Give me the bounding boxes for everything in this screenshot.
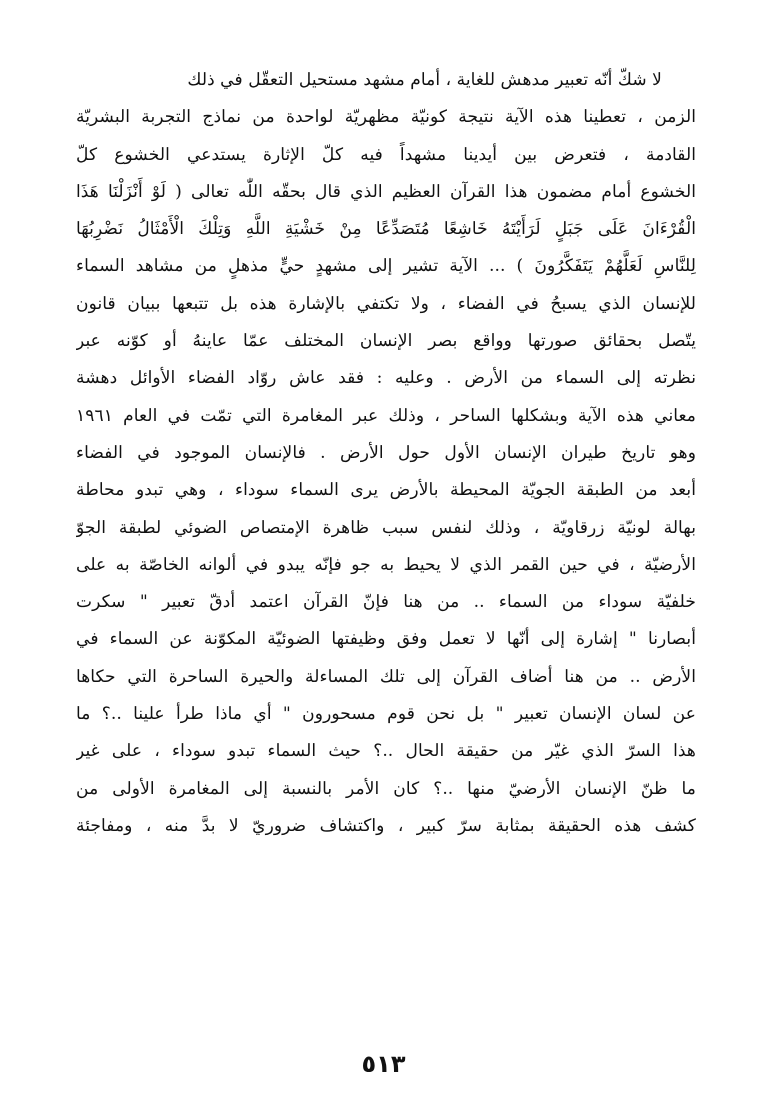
text-line: يتّصل بحقائق صورتها وواقع بصر الإنسان المختلف عمّا عاينهُ أو كوّنه عبر [76,331,696,352]
text-line: أبعد من الطبقة الجويّة المحيطة بالأرض يرى السماء سوداء ، وهي تبدو محاطة [76,480,696,501]
text-line: الْقُرْءَانَ عَلَى جَبَلٍ لَرَأَيْتَهُ خَاشِعًا مُتَصَدِّعًا مِنْ خَشْيَةِ اللَّهِ وَتِلْكَ الْأَمْثَالُ نَضْرِبُهَا [76,219,696,240]
text-line: أبصارنا " إشارة إلى أنّها لا تعمل وفق وظيفتها الضوئيّة المكوّنة عن السماء في [76,629,696,650]
text-line: كشف هذه الحقيقة بمثابة سرّ كبير ، واكتشاف ضروريّ لا بدَّ منه ، ومفاجئة [76,815,696,836]
text-line: القادمة ، فتعرض بين أيدينا مشهداً فيه كلّ الإثارة يستدعي الخشوع كلّ [76,144,696,165]
page-number: ٥١٣ [361,1050,406,1078]
text-line: لِلنَّاسِ لَعَلَّهُمْ يَتَفَكَّرُونَ ) ... الآية تشير إلى مشهدٍ حيٍّ مذهلٍ من مشاهد السماء [76,256,696,277]
body-text [76,62,696,845]
text-line: لا شكّ أنّه تعبير مدهش للغاية ، أمام مشهد مستحيل التعقّل في ذلك [187,70,662,90]
text-line: نظرته إلى السماء من الأرض . وعليه : فقد عاش روّاد الفضاء الأوائل دهشة [76,368,696,389]
text-line: خلفيّة سوداء من السماء .. من هنا فإنّ القرآن اعتمد أدقّ تعبير " سكرت [76,592,696,613]
text-line: الأرضيّة ، في حين القمر الذي لا يحيط به جو فإنّه يبدو في ألوانه الخاصّة به على [76,554,696,575]
text-line: الخشوع أمام مضمون هذا القرآن العظيم الذي قال بحقّه اللّٰه تعالى ( لَوْ أَنْزَلْنَا هَذَا [76,181,696,202]
text-line: هذا السرّ الذي غيّر من حقيقة الحال ..؟ حيث السماء تبدو سوداء ، على غير [76,741,696,762]
text-line: الزمن ، تعطينا هذه الآية نتيجة كونيّة مظهريّة لواحدة من نماذج التجربة البشريّة [76,107,696,128]
text-line: الأرض .. من هنا أضاف القرآن إلى تلك المساءلة والحيرة الساحرة التي حكاها [76,666,696,687]
text-line: بهالة لونيّة زرقاويّة ، وذلك لنفس سبب ظاهرة الإمتصاص الضوئي لطبقة الجوّ [76,517,696,538]
text-line: ما ظنّ الإنسان الأرضيّ منها ..؟ كان الأمر بالنسبة إلى المغامرة الأولى من [76,778,696,799]
text-line: للإنسان الذي يسبحُ في الفضاء ، ولا تكتفي بالإشارة هذه بل تتبعها ببيان قانون [76,293,696,314]
text-line: وهو تاريخ طيران الإنسان الأول حول الأرض . فالإنسان الموجود في الفضاء [76,442,696,463]
text-line: معاني هذه الآية وبشكلها الساحر ، وذلك عبر المغامرة التي تمّت في العام ١٩٦١ [76,405,696,426]
text-line: عن لسان الإنسان تعبير " بل نحن قوم مسحورون " أي ماذا طرأ علينا ..؟ ما [76,704,696,725]
